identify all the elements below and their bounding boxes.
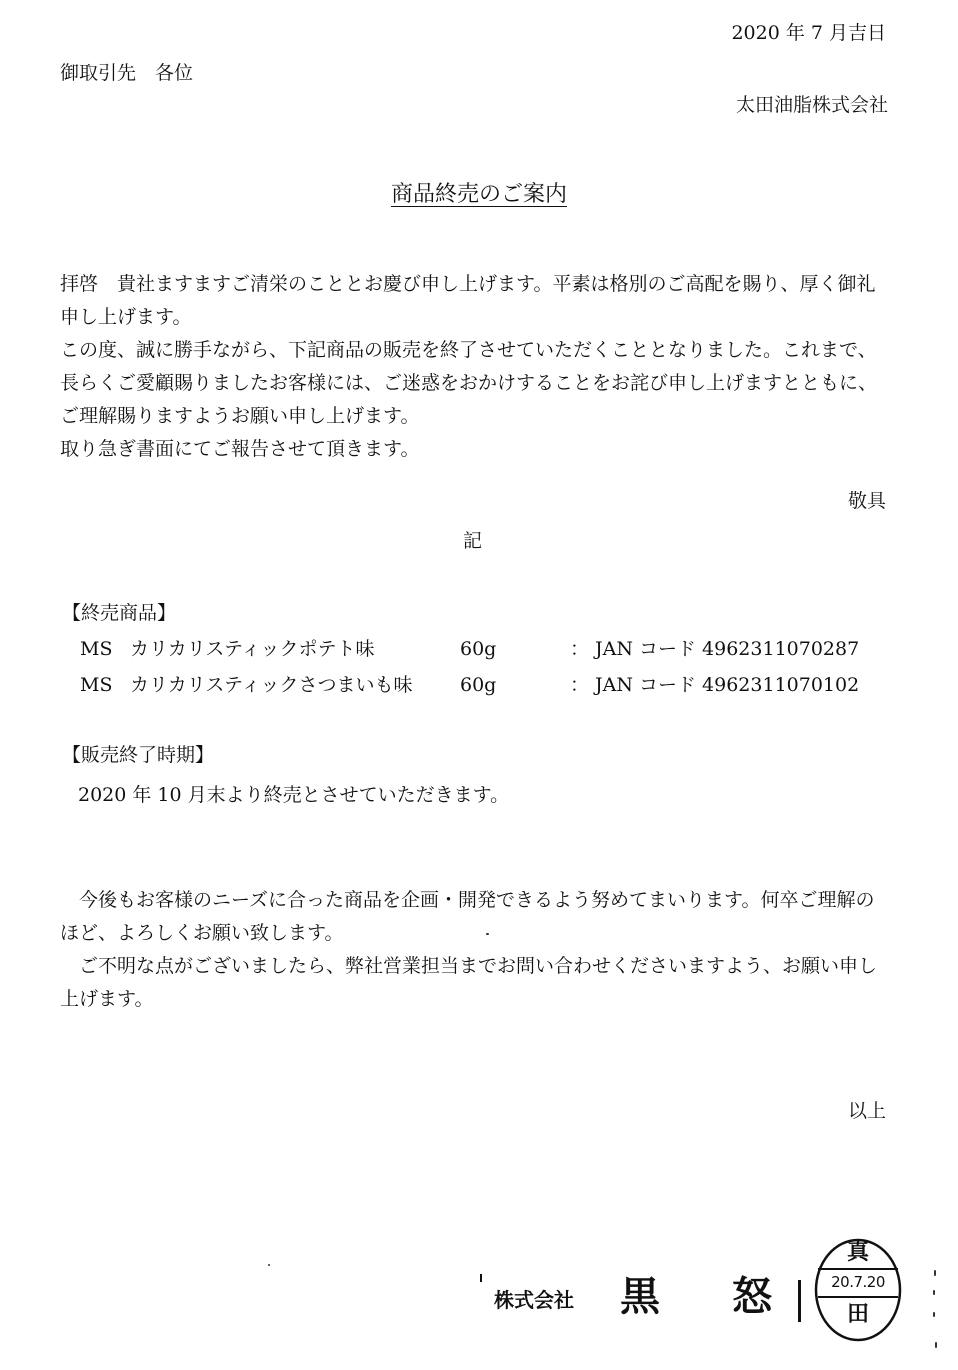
product-name: カリカリスティックポテト味 [130, 638, 375, 660]
scan-speck [268, 1264, 270, 1266]
greeting-paragraph: 拝啓 貴社ますますご清栄のこととお慶び申し上げます。平素は格別のご高配を賜り、厚く御礼申し上げます。 [60, 273, 876, 328]
document-title: 商品終売のご案内 [390, 182, 567, 207]
greeting-paragraph: 取り急ぎ書面にてご報告させて頂きます。 [60, 438, 420, 460]
product-brand: MS [80, 638, 113, 660]
products-heading: 【終売商品】 [62, 602, 177, 624]
scan-speck [935, 1342, 937, 1348]
closing-paragraph: 今後もお客様のニーズに合った商品を企画・開発できるよう努めてまいります。何卒ご理解のほど、よろしくお願い致します。 [60, 889, 875, 944]
document-date: 2020 年 7 月吉日 [731, 22, 886, 44]
sender-company: 太田油脂株式会社 [735, 94, 888, 116]
product-colon: ： [570, 674, 590, 696]
signature-bar [798, 1280, 801, 1322]
end-period-heading: 【販売終了時期】 [62, 744, 215, 766]
product-weight: 60g [460, 638, 497, 660]
scan-speck [933, 1290, 935, 1295]
closing-ijo: 以上 [847, 1100, 886, 1122]
greeting-paragraph: この度、誠に勝手ながら、下記商品の販売を終了させていただくこととなりました。これまで、長らくご愛顧賜りましたお客様には、ご迷惑をおかけすることをお詫び申し上げますとともに、ご理解賜りますようお願い申し上げます。 [60, 339, 878, 427]
scan-speck [934, 1270, 936, 1276]
signature-tick [480, 1274, 482, 1282]
signature-name-2: 怒 [732, 1274, 772, 1320]
signature-block [480, 1272, 820, 1332]
greeting-section [60, 268, 890, 466]
product-row [80, 636, 880, 662]
product-jan-code: JAN コード 4962311070102 [595, 674, 860, 696]
seal-bottom-char: 田 [846, 1302, 869, 1327]
closing-paragraph: ご不明な点がございましたら、弊社営業担当までお問い合わせくださいますよう、お願い申し上げます。 [60, 955, 878, 1010]
date-seal-stamp [812, 1235, 904, 1343]
signature-corp: 株式会社 [494, 1288, 574, 1312]
ki-marker: 記 [463, 530, 483, 552]
product-jan-code: JAN コード 4962311070287 [595, 638, 860, 660]
product-weight: 60g [460, 674, 497, 696]
product-brand: MS [80, 674, 113, 696]
product-row [80, 672, 880, 698]
closing-section [60, 884, 890, 1016]
product-name: カリカリスティックさつまいも味 [130, 674, 413, 696]
addressee: 御取引先 各位 [60, 62, 194, 84]
seal-top-char: 真 [846, 1240, 869, 1265]
end-period-text: 2020 年 10 月末より終売とさせていただきます。 [78, 784, 510, 806]
signature-name-1: 黒 [620, 1274, 660, 1320]
closing-keigu: 敬具 [847, 490, 886, 512]
product-colon: ： [570, 638, 590, 660]
scan-speck [486, 933, 489, 935]
seal-date: 20.7.20 [831, 1273, 885, 1291]
scan-speck [933, 1312, 935, 1317]
